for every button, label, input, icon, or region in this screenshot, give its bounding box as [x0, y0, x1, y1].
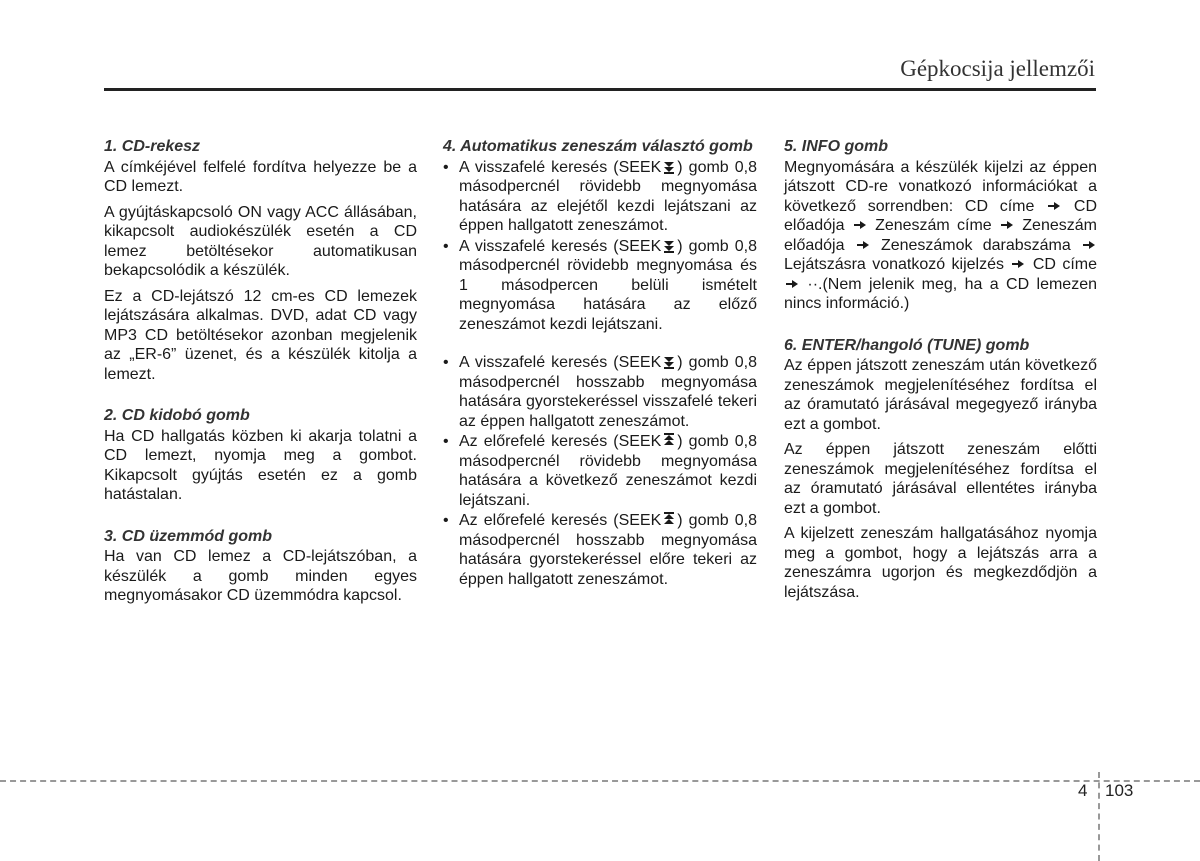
list-item [443, 432, 757, 510]
column-1 [104, 137, 417, 628]
item-text: ) gomb 0,8 másodpercnél hosszabb megnyomása hatására gyorstekeréssel előre tekeri az éppen hallgatott zeneszámot. [459, 512, 758, 588]
paragraph: A címkéjével felfelé fordítva helyezze be a CD lemezt. [104, 158, 417, 195]
paragraph: A gyújtáskapcsoló ON vagy ACC állásában, kikapcsolt audiokészülék esetén a CD lemez betöltésekor automatikusan bekapcsolódik a készülék. [104, 203, 417, 279]
bullet-dot: • [443, 237, 449, 255]
list-item [443, 511, 757, 589]
page-number: 103 [1105, 781, 1134, 800]
info-text: Zeneszám előadója [784, 217, 1097, 254]
info-text: Megnyomására a készülék kijelzi az éppen játszott CD-re vonatkozó információkat a következő sorrendben: CD címe [784, 158, 1097, 215]
section-heading: 5. INFO gomb [784, 138, 888, 155]
seek-list [443, 158, 757, 590]
item-text: ) gomb 0,8 másodpercnél rövidebb megnyomása hatására a következő zeneszámot kezdi lejátszani. [459, 433, 758, 509]
seek-up-icon [663, 433, 675, 448]
seek-down-icon [663, 159, 675, 174]
paragraph: Az éppen játszott zeneszám után következő zeneszámok megjelenítéséhez fordítsa el az óramutató járásával megegyező irányba ezt a gombot. [784, 357, 1097, 433]
bullet-dot: • [443, 433, 449, 450]
footer-vertical-rule [1098, 772, 1100, 861]
section-enter-tune [784, 336, 1097, 603]
section-cd-mode [104, 527, 417, 606]
arrow-right-icon [1083, 241, 1095, 249]
page-header-title: Gépkocsija jellemzői [900, 56, 1095, 81]
list-item [443, 158, 757, 236]
section-heading: 3. CD üzemmód gomb [104, 527, 273, 545]
info-text: Lejátszásra vonatkozó kijelzés [784, 256, 1005, 273]
section-info-button [784, 137, 1097, 314]
bullet-dot: • [443, 158, 449, 176]
header-rule [104, 88, 1096, 91]
arrow-right-icon [786, 280, 798, 288]
info-text: CD előadója [784, 197, 1097, 234]
arrow-right-icon [1012, 260, 1024, 268]
seek-down-icon [663, 238, 675, 253]
section-cd-slot [104, 137, 417, 384]
item-text: Az előrefelé keresés (SEEK [459, 512, 662, 529]
paragraph: Ez a CD-lejátszó 12 cm-es CD lemezek lejátszására alkalmas. DVD, adat CD vagy MP3 CD betöltésekor azonban megjelenik az „ER-6” üzenet, és a készülék kitolja a lemezt. [104, 287, 417, 383]
section-cd-eject [104, 406, 417, 505]
bullet-dot: • [443, 354, 449, 371]
arrow-right-icon [1001, 221, 1013, 229]
info-text: CD címe [1032, 256, 1098, 273]
item-text: A visszafelé keresés (SEEK [459, 158, 662, 176]
list-item [443, 237, 757, 335]
seek-up-icon [663, 512, 675, 527]
list-item [443, 353, 757, 431]
arrow-right-icon [857, 241, 869, 249]
item-text: A visszafelé keresés (SEEK [459, 354, 662, 371]
paragraph: Ha van CD lemez a CD-lejátszóban, a készülék a gomb minden egyes megnyomásakor CD üzemmódra kapcsol. [104, 548, 417, 604]
section-heading: 6. ENTER/hangoló (TUNE) gomb [784, 336, 1030, 354]
paragraph [784, 158, 1097, 314]
item-text: Az előrefelé keresés (SEEK [459, 433, 662, 450]
column-3 [784, 137, 1097, 624]
item-text: ) gomb 0,8 másodpercnél hosszabb megnyomása hatására gyorstekeréssel visszafelé tekeri az éppen hallgatott zeneszámot. [459, 354, 758, 430]
paragraph: Az éppen játszott zeneszám előtti zeneszámok megjelenítéséhez fordítsa el az óramutató járásával ellentétes irányba ezt a gombot. [784, 441, 1097, 517]
info-text: ··.(Nem jelenik meg, ha a CD lemezen nincs információ.) [784, 275, 1097, 312]
column-2 [443, 137, 757, 590]
item-text: ) gomb 0,8 másodpercnél rövidebb megnyomása hatására az elejétől kezdi lejátszani az éppen hallgatott zeneszámot. [459, 158, 758, 234]
arrow-right-icon [1048, 202, 1060, 210]
paragraph: A kijelzett zeneszám hallgatásához nyomja meg a gombot, hogy a lejátszás arra a zeneszámra ugorjon és megkezdődjön a lejátszása. [784, 525, 1097, 601]
info-text: Zeneszámok darabszáma [880, 236, 1071, 254]
section-heading: 4. Automatikus zeneszám választó gomb [443, 138, 753, 155]
section-heading: 2. CD kidobó gomb [104, 407, 250, 424]
chapter-number: 4 [1078, 781, 1088, 800]
footer-dashed-rule [0, 780, 1200, 782]
paragraph: Ha CD hallgatás közben ki akarja tolatni a CD lemezt, nyomja meg a gombot. Kikapcsolt gyújtás esetén ez a gomb hatástalan. [104, 427, 417, 503]
arrow-right-icon [854, 221, 866, 229]
seek-down-icon [663, 354, 675, 369]
item-text: ) gomb 0,8 másodpercnél rövidebb megnyomása és 1 másodpercen belüli ismételt megnyomása hatására az előző zeneszámot kezdi lejátszani. [459, 237, 758, 333]
section-heading: 1. CD-rekesz [104, 138, 201, 155]
info-text: Zeneszám címe [875, 217, 992, 234]
bullet-dot: • [443, 512, 449, 529]
item-text: A visszafelé keresés (SEEK [459, 237, 662, 255]
